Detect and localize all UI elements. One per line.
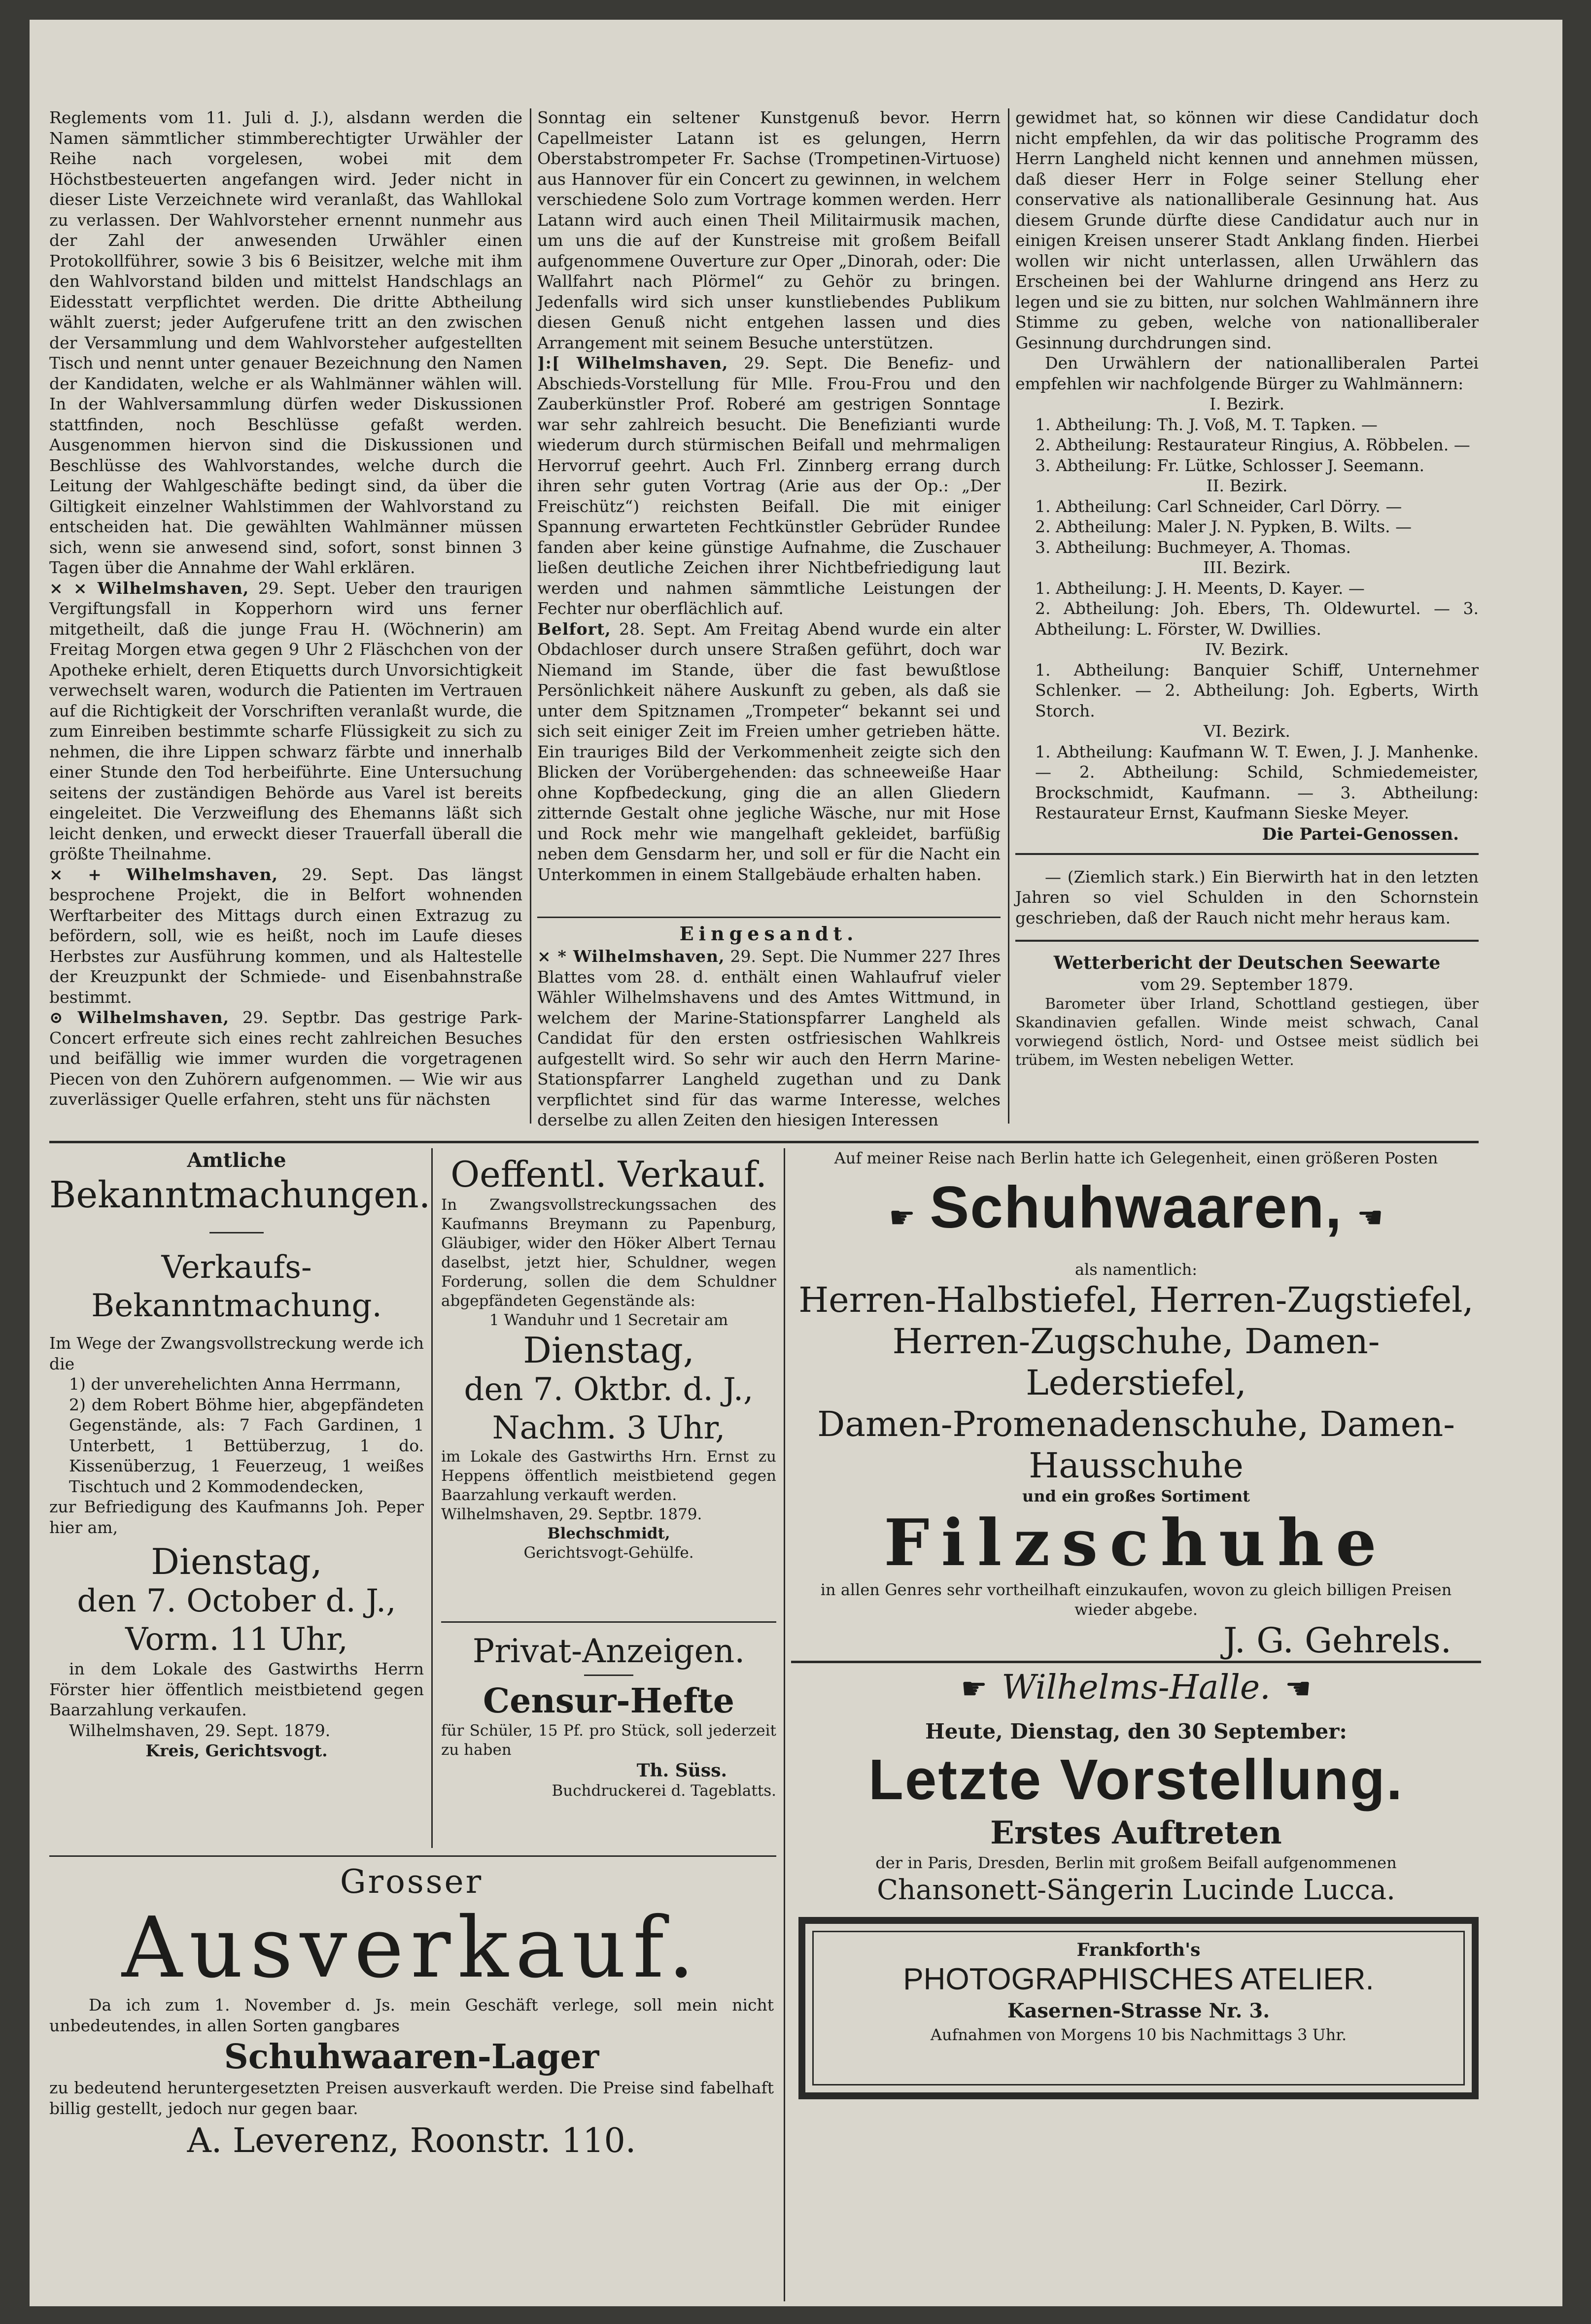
article-dateline: ]:[ Wilhelmshaven, — [537, 353, 728, 373]
divider — [209, 1232, 264, 1233]
amtliche-sign: Kreis, Gerichtsvogt. — [145, 1741, 328, 1760]
privat-sign-2: Buchdruckerei d. Tageblatts. — [552, 1782, 776, 1800]
oeffentl-items: 1 Wanduhr und 1 Secretair am — [489, 1311, 728, 1329]
district-heading: IV. Bezirk. — [1205, 640, 1289, 659]
amtliche-kicker: Amtliche — [187, 1149, 286, 1172]
column-rule — [1008, 108, 1009, 1124]
weather-text: Barometer über Irland, Schottland gestiegen, über Skandinavien gefallen. Winde meist schwach, Canal vorwiegend östlich, Nord- und Ostsee meist südlich bei trübem, im Westen nebeligen Wetter. — [1015, 995, 1479, 1069]
district-line: 3. Abtheilung: Buchmeyer, A. Thomas. — [1035, 537, 1351, 557]
pointing-hand-icon: ☚ — [1356, 1200, 1383, 1235]
ausverkauf-body: Da ich zum 1. November d. Js. mein Geschäft verlege, soll mein nicht unbedeutendes, in allen Sorten gangbares — [49, 1995, 774, 2035]
photo-line-2: PHOTOGRAPHISCHES ATELIER. — [903, 1962, 1374, 1996]
district-line: 1. Abtheilung: Kaufmann W. T. Ewen, J. J. Manhenke. — 2. Abtheilung: Schild, Schmiedemeister, Brockschmidt, Kaufmann. — 3. Abtheilung: Restaurateur Ernst, Kaufmann Sieske Meyer. — [1035, 742, 1479, 822]
article-extrazug: × + Wilhelmshaven, 29. Sept. Das längst besprochene Projekt, die in Belfort wohnenden Werftarbeiter des Mittags durch einen Extrazug zu befördern, soll, wie es heißt, noch im Laufe dieses Herbstes zur Ausführung kommen, und als Haltestelle der Kreuzpunkt der Schmiede- und Eisenbahnstraße bestimmt. — [49, 864, 522, 1007]
district-line: 3. Abtheilung: Fr. Lütke, Schlosser J. Seemann. — [1035, 455, 1424, 475]
district-line: 1. Abtheilung: J. H. Meents, D. Kayer. — — [1035, 578, 1365, 598]
photo-line-1: Frankforth's — [1076, 1940, 1201, 1960]
article-bierwirth: — (Ziemlich stark.) Ein Bierwirth hat in den letzten Jahren so viel Schulden in den Schornstein geschrieben, daß der Rauch nicht mehr heraus kam. — [1015, 867, 1479, 927]
eingesandt-title: Eingesandt. — [679, 923, 859, 945]
amtliche-item: zur Befriedigung des Kaufmanns Joh. Peper hier am, — [49, 1497, 424, 1537]
ausverkauf-kicker: Grosser — [340, 1863, 484, 1901]
privat-anzeigen-ad — [441, 1631, 776, 1801]
district-line: 1. Abtheilung: Th. J. Voß, M. T. Tapken. — — [1035, 414, 1378, 434]
halle-sub: Erstes Auftreten — [990, 1814, 1282, 1851]
article-dateline: ⊙ Wilhelmshaven, — [49, 1008, 230, 1027]
weather-title: Wetterbericht der Deutschen Seewarte — [1053, 953, 1441, 973]
photo-atelier-ad — [818, 1939, 1459, 2046]
oeffentl-sign-2: Gerichtsvogt-Gehülfe. — [523, 1544, 694, 1562]
schuh-line-2: Herren-Zugschuhe, Damen-Lederstiefel, — [892, 1321, 1380, 1403]
amtliche-body: Im Wege der Zwangsvollstreckung werde ich die — [49, 1333, 424, 1373]
article-benefiz: ]:[ Wilhelmshaven, 29. Sept. Die Benefiz- und Abschieds-Vorstellung für Mlle. Frou-Frou und den Zauberkünstler Prof. Roberé am gestrigen Sonntage war sehr zahlreich besucht. Die Benefizianti wurde wiederum durch stürmischen Beifall und mehrmaligen Hervorruf geehrt. Auch Frl. Zinnberg errang durch ihren sehr guten Vortrag (Arie aus der Op.: „Der Freischütz“) reichsten Beifall. Die mit einiger Spannung erwarteten Fechtkünstler Gebrüder Rundee fanden aber keine günstige Aufnahme, die Zuschauer ließen deutliche Zeichen ihrer Nichtbefriedigung laut werden und nahmen sämmtliche Leistungen der Fechter nur oberflächlich auf. — [537, 353, 1001, 618]
section-rule — [49, 1141, 1479, 1143]
news-column-1 — [49, 107, 522, 1110]
section-rule — [441, 1621, 776, 1623]
party-signature: Die Partei-Genossen. — [1262, 824, 1459, 844]
district-heading: I. Bezirk. — [1210, 394, 1284, 413]
article-reglements: Reglements vom 11. Juli d. J.), alsdann werden die Namen sämmtlicher stimmberechtigter Urwähler der Reihe nach vorgelesen, wobei mit dem Höchstbesteuerten angefangen wird. Jeder nicht in dieser Liste Verzeichnete wird veranlaßt, das Wahllokal zu verlassen. Der Wahlvorsteher ernennt nunmehr aus der Zahl der anwesenden Urwähler einen Protokollführer, sowie 3 bis 6 Beisitzer, welche mit ihm den Wahlvorstand bilden und mittelst Handschlags an Eidesstatt verpflichtet werden. Die dritte Abtheilung wählt zuerst; jeder Aufgerufene tritt an den zwischen der Versammlung und dem Wahlvorsteher aufgestellten Tisch und nennt unter genauer Bezeichnung den Namen der Kandidaten, welche er als Wahlmänner wählen will. In der Wahlversammlung dürfen weder Diskussionen stattfinden, noch Beschlüsse gefaßt werden. Ausgenommen hiervon sind die Diskussionen und Beschlüsse des Wahlvorstandes, welche durch die Leitung der Wahlgeschäfte bedingt sind, da über die Giltigkeit einzelner Wahlstimmen der Wahlvorstand zu entscheiden hat. Die gewählten Wahlmänner müssen sich, wenn sie anwesend sind, sofort, sonst binnen 3 Tagen über die Annahme der Wahl erklären. — [49, 108, 522, 577]
photo-line-4: Aufnahmen von Morgens 10 bis Nachmittags 3 Uhr. — [930, 2025, 1347, 2044]
oeffentl-date-day: Dienstag, — [523, 1330, 694, 1371]
article-dateline: × * Wilhelmshaven, — [537, 947, 725, 966]
schuhwaaren-lager-title: Schuhwaaren-Lager — [224, 2037, 599, 2077]
news-column-2 — [537, 107, 1001, 885]
oeffentl-date-time: Nachm. 3 Uhr, — [492, 1410, 726, 1446]
oeffentl-tail: im Lokale des Gastwirths Hrn. Ernst zu Heppens öffentlich meistbietend gegen Baarzahlung verkauft werden. — [441, 1448, 776, 1504]
halle-date: Heute, Dienstag, den 30 September: — [925, 1719, 1347, 1743]
wahl-intro: Den Urwählern der nationalliberalen Partei empfehlen wir nachfolgende Bürger zu Wahlmännern: — [1015, 353, 1479, 393]
oeffentl-date-full: den 7. Oktbr. d. J., — [464, 1371, 754, 1408]
eingesandt-section — [537, 922, 1001, 1130]
schuh-als: als namentlich: — [1074, 1260, 1198, 1279]
ausverkauf-tail: zu bedeutend heruntergesetzten Preisen ausverkauft werden. Die Preise sind fabelhaft billig gestellt, jedoch nur gegen baar. — [49, 2078, 774, 2118]
ausverkauf-title: Ausverkauf. — [121, 1899, 702, 1997]
article-dateline: Belfort, — [537, 619, 611, 639]
article-park-concert: ⊙ Wilhelmshaven, 29. Septbr. Das gestrige Park-Concert erfreute sich eines recht zahlreichen Besuches und beifällig wie immer wurden die vorgetragenen Piecen von den Zuhörern aufgenommen. — Wie wir aus zuverlässiger Quelle erfahren, steht uns für nächsten — [49, 1008, 522, 1109]
weather-date: vom 29. September 1879. — [1141, 975, 1353, 994]
schuh-line-4: Hausschuhe — [1029, 1445, 1244, 1486]
news-column-3 — [1015, 107, 1479, 1070]
section-rule — [1015, 940, 1479, 942]
section-rule — [791, 1661, 1481, 1663]
district-line: 2. Abtheilung: Restaurateur Ringius, A. Röbbelen. — — [1035, 435, 1470, 454]
halle-title-row — [791, 1666, 1481, 1718]
article-concert: Sonntag ein seltener Kunstgenuß bevor. Herrn Capellmeister Latann ist es gelungen, Herrn Oberstabstrompeter Fr. Sachse (Trompetinen-Virtuose) aus Hannover für ein Concert zu gewinnen, in welchem verschiedene Solo zum Vortrage kommen werden. Herr Latann wird auch einen Theil Militairmusik machen, um uns die auf der Kunstreise mit großem Beifall aufgenommene Ouverture zur Oper „Dinorah, oder: Die Wallfahrt nach Plörmel“ zu Gehör zu bringen. Jedenfalls wird sich unser kunstliebendes Publikum diesen Genuß nicht entgehen lassen und dies Arrangement mit seinem Besuche unterstützen. — [537, 108, 1001, 352]
censur-hefte-title: Censur-Hefte — [483, 1681, 735, 1721]
article-vergiftung: × × Wilhelmshaven, 29. Sept. Ueber den traurigen Vergiftungsfall in Kopperhorn wird uns ferner mitgetheilt, daß die junge Frau H. (Wöchnerin) am Freitag Morgen etwa gegen 9 Uhr 2 Fläschchen von der Apotheke erhielt, deren Etiquetts durch Unvorsichtigkeit verwechselt waren, wodurch die Patienten im Vertrauen auf die Richtigkeit der Vorschriften veranlaßt wurde, die zum Einreiben bestimmte scharfe Flüssigkeit zu sich zu nehmen, die ihre Lippen schwarz färbte und innerhalb einer Stunde den Tod herbeiführte. Eine Untersuchung seitens der zuständigen Behörde aus Varel ist bereits eingeleitet. Die Verzweiflung des Ehemanns läßt sich leicht denken, und erweckt dieser Trauerfall überall die größte Theilnahme. — [49, 578, 522, 863]
ausverkauf-sign: A. Leverenz, Roonstr. 110. — [187, 2121, 636, 2160]
district-line: 1. Abtheilung: Banquier Schiff, Unternehmer Schlenker. — 2. Abtheilung: Joh. Egberts, Wirth Storch. — [1035, 660, 1479, 720]
amtliche-item: 2) dem Robert Böhme hier, abgepfändeten Gegenstände, als: 7 Fach Gardinen, 1 Unterbett, 1 Bettüberzug, 1 do. Kissenüberzug, 1 Feuerzeug, 1 weißes Tischtuch und 2 Kommodendecken, — [69, 1395, 424, 1496]
article-candidatur: gewidmet hat, so können wir diese Candidatur doch nicht empfehlen, da wir das politische Programm des Herrn Langheld nicht kennen und annehmen müssen, daß dieser Herr in Folge seiner Stellung eher conservative als nationalliberale Gesinnung hat. Aus diesem Grunde dürfte diese Candidatur auch nur in einigen Kreisen unserer Stadt Anklang finden. Hierbei wollen wir nicht unterlassen, allen Urwählern das Erscheinen bei der Wahlurne dringend ans Herz zu legen und sie zu bitten, nur solchen Wahlmännern ihre Stimme zu geben, welche von nationalliberaler Gesinnung durchdrungen sind. — [1015, 108, 1479, 352]
schuh-sign: J. G. Gehrels. — [1223, 1620, 1452, 1661]
verkaufs-title-1: Verkaufs- — [161, 1249, 312, 1286]
photo-line-3: Kasernen-Strasse Nr. 3. — [1007, 1999, 1270, 2022]
filzschuhe-title: Filzschuhe — [884, 1505, 1388, 1580]
grosser-ausverkauf-ad — [49, 1863, 774, 2163]
amtliche-title: Bekanntmachungen. — [49, 1174, 431, 1216]
oeffentl-place: Wilhelmshaven, 29. Septbr. 1879. — [441, 1505, 702, 1523]
schuh-title: Schuhwaaren, — [930, 1174, 1343, 1240]
article-belfort: Belfort, 28. Sept. Am Freitag Abend wurde ein alter Obdachloser durch unsere Straßen geführt, doch war Niemand im Stande, über die fast bewußtlose Persönlichkeit nähere Auskunft zu geben, als daß sie unter dem Spitznamen „Trompeter“ bekannt sei und sich seit einiger Zeit im Freien umher getrieben hätte. Ein trauriges Bild der Verkommenheit zeigte sich den Blicken der Vorübergehenden: das schneeweiße Haar ohne Kopfbedeckung, ging die an allen Gliedern zitternde Gestalt ohne jegliche Wäsche, nur mit Hose und Rock mehr wie mangelhaft gekleidet, barfüßig neben dem Gensdarm her, und soll er für die Nacht ein Unterkommen in einem Stallgebäude erhalten haben. — [537, 619, 1001, 884]
privat-body: für Schüler, 15 Pf. pro Stück, soll jederzeit zu haben — [441, 1722, 776, 1759]
amtliche-place: Wilhelmshaven, 29. Sept. 1879. — [69, 1720, 331, 1740]
divider — [584, 1675, 633, 1676]
section-rule — [49, 1855, 776, 1857]
halle-title: Wilhelms-Halle. — [1002, 1668, 1271, 1707]
schuh-line-3: Damen-Promenadenschuhe, Damen- — [817, 1404, 1455, 1444]
amtliche-item: 1) der unverehelichten Anna Herrmann, — [69, 1374, 401, 1394]
article-dateline: × + Wilhelmshaven, — [49, 864, 278, 884]
article-eingesandt: × * Wilhelmshaven, 29. Sept. Die Nummer 227 Ihres Blattes vom 28. d. enthält einen Wahlaufruf vieler Wähler Wilhelmshavens und des Amtes Wittmund, in welchem der Marine-Stationspfarrer Langheld als Candidat für den ersten ostfriesischen Wahlkreis aufgestellt wird. So sehr wir auch den Herrn Marine-Stationspfarrer Langheld zugethan und zu Dank verpflichtet sind für das warme Interesse, welches derselbe zu allen Zeiten den hiesigen Interessen — [537, 947, 1001, 1129]
district-heading: II. Bezirk. — [1206, 476, 1288, 495]
schuh-title-row — [791, 1173, 1481, 1260]
schuhwaaren-gehrels-ad — [791, 1148, 1481, 1662]
district-line: 1. Abtheilung: Carl Schneider, Carl Dörry. — — [1035, 496, 1402, 516]
amtliche-tail: in dem Lokale des Gastwirths Herrn Förster hier öffentlich meistbietend gegen Baarzahlung verkaufen. — [49, 1659, 424, 1719]
district-heading: III. Bezirk. — [1203, 558, 1291, 577]
column-rule — [784, 1148, 785, 2301]
oeffentl-body: In Zwangsvollstreckungssachen des Kaufmanns Breymann zu Papenburg, Gläubiger, wider den Höker Albert Ternau daselbst, jetzt hier, Schuldner, wegen Forderung, sollen die dem Schuldner abgepfändeten Gegenstände als: — [441, 1196, 776, 1310]
column-rule — [431, 1148, 433, 1848]
section-rule — [1015, 853, 1479, 855]
district-line: 2. Abtheilung: Joh. Ebers, Th. Oldewurtel. — 3. Abtheilung: L. Förster, W. Dwillies. — [1035, 599, 1479, 639]
oeffentl-sign-1: Blechschmidt, — [547, 1525, 670, 1542]
schuh-und: und ein großes Sortiment — [1022, 1487, 1250, 1505]
schuh-tail: in allen Genres sehr vortheilhaft einzukaufen, wovon zu gleich billigen Preisen wieder abgebe. — [820, 1580, 1452, 1619]
halle-body: der in Paris, Dresden, Berlin mit großem Beifall aufgenommenen — [875, 1853, 1397, 1872]
district-line: 2. Abtheilung: Maler J. N. Pypken, B. Wilts. — — [1035, 517, 1412, 536]
privat-sign-1: Th. Süss. — [636, 1760, 727, 1781]
oeffentl-title: Oeffentl. Verkauf. — [450, 1154, 767, 1195]
schuh-line-1: Herren-Halbstiefel, Herren-Zugstiefel, — [798, 1280, 1474, 1320]
amtliche-date-day: Dienstag, — [151, 1541, 322, 1582]
column-rule — [530, 108, 531, 1124]
amtliche-date-full: den 7. October d. J., — [77, 1583, 396, 1619]
halle-big-title: Letzte Vorstellung. — [868, 1747, 1404, 1811]
amtliche-bekanntmachungen-ad — [49, 1148, 431, 1761]
amtliche-date-time: Vorm. 11 Uhr, — [125, 1621, 348, 1658]
oeffentl-verkauf-ad — [441, 1153, 776, 1563]
schuh-intro: Auf meiner Reise nach Berlin hatte ich Gelegenheit, einen größeren Posten — [834, 1149, 1438, 1167]
pointing-hand-icon: ☛ — [961, 1672, 988, 1706]
article-dateline: × × Wilhelmshaven, — [49, 578, 249, 598]
privat-title: Privat-Anzeigen. — [472, 1632, 745, 1670]
newspaper-page — [30, 20, 1562, 2306]
district-heading: VI. Bezirk. — [1204, 721, 1290, 741]
wilhelms-halle-ad — [791, 1666, 1481, 1908]
halle-name: Chansonett-Sängerin Lucinde Lucca. — [877, 1874, 1395, 1906]
pointing-hand-icon: ☚ — [1284, 1672, 1312, 1706]
pointing-hand-icon: ☛ — [889, 1200, 916, 1235]
section-rule — [537, 917, 1001, 918]
verkaufs-title-2: Bekanntmachung. — [91, 1288, 382, 1324]
